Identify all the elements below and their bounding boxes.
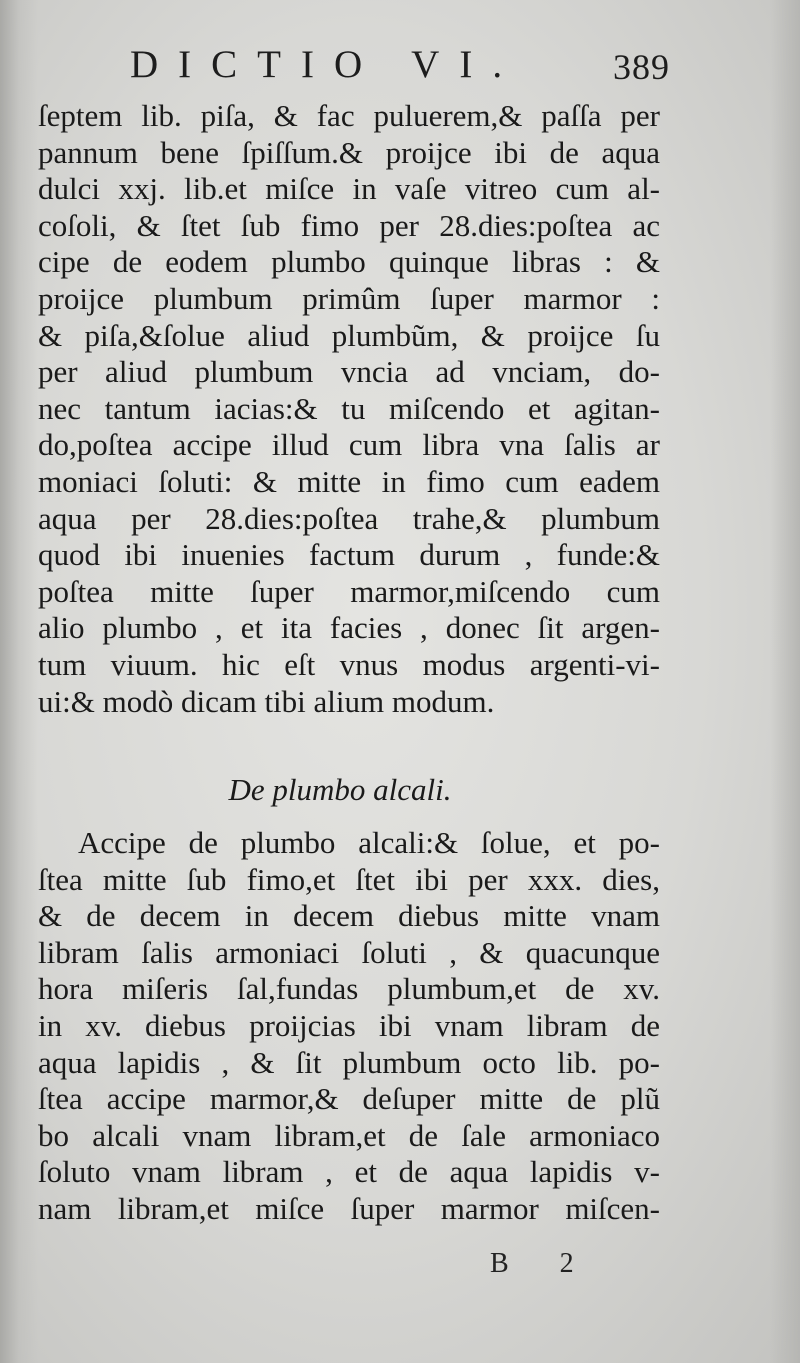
text-line: hora miſeris ſal,fundas plumbum,et de xv. [38,971,660,1007]
text-line: coſoli, & ſtet ſub fimo per 28.dies:poſtea ac [38,207,660,243]
running-title: DICTIO VI. [130,43,523,86]
text-line: nam libram,et miſce ſuper marmor miſcen- [38,1190,660,1226]
text-line: nec tantum iacias:& tu miſcendo et agitan- [38,390,660,426]
text-line: & piſa,&ſolue aliud plumbũm, & proijce ſu [38,317,660,353]
text-line: bo alcali vnam libram,et de ſale armoniaco [38,1117,660,1153]
text-line: dulci xxj. lib.et miſce in vaſe vitreo cum al- [38,171,660,207]
text-line: ſeptem lib. piſa, & fac puluerem,& paſſa per [38,98,660,133]
running-head [130,42,670,92]
text-line: libram ſalis armoniaci ſoluti , & quacunque [38,934,660,970]
text-line: ſtea accipe marmor,& deſuper mitte de plũ [38,1081,660,1117]
body-text-section-2 [38,825,660,1228]
text-line: aqua lapidis , & ſit plumbum octo lib. po- [38,1044,660,1080]
text-line: do,poſtea accipe illud cum libra vna ſalis ar [38,427,660,463]
body-text-section-1 [38,98,660,720]
text-line: per aliud plumbum vncia ad vnciam, do- [38,354,660,390]
text-line: poſtea mitte ſuper marmor,miſcendo cum [38,573,660,609]
text-line: moniaci ſoluti: & mitte in fimo cum eadem [38,463,660,499]
text-line: aqua per 28.dies:poſtea trahe,& plumbum [38,500,660,536]
page-number: 389 [613,47,670,87]
text-line: alio plumbo , et ita facies , donec ſit argen- [38,610,660,646]
text-line: tum viuum. hic eſt vnus modus argenti-vi- [38,646,660,682]
text-line: quod ibi inuenies factum durum , funde:& [38,537,660,573]
text-line: proijce plumbum primûm ſuper marmor : [38,280,660,316]
text-line: Accipe de plumbo alcali:& ſolue, et po- [78,825,660,860]
text-line: ui:& modò dicam tibi alium modum. [38,683,495,719]
text-line: ſoluto vnam libram , et de aqua lapidis v- [38,1154,660,1190]
section-heading: De plumbo alcali. [228,772,452,807]
text-line: & de decem in decem diebus mitte vnam [38,898,660,934]
text-line: ſtea mitte ſub fimo,et ſtet ibi per xxx. dies, [38,861,660,897]
text-line: pannum bene ſpiſſum.& proijce ibi de aqua [38,134,660,170]
text-line: in xv. diebus proijcias ibi vnam libram de [38,1007,660,1043]
text-line: cipe de eodem plumbo quinque libras : & [38,244,660,280]
signature-mark: B 2 [490,1248,596,1279]
